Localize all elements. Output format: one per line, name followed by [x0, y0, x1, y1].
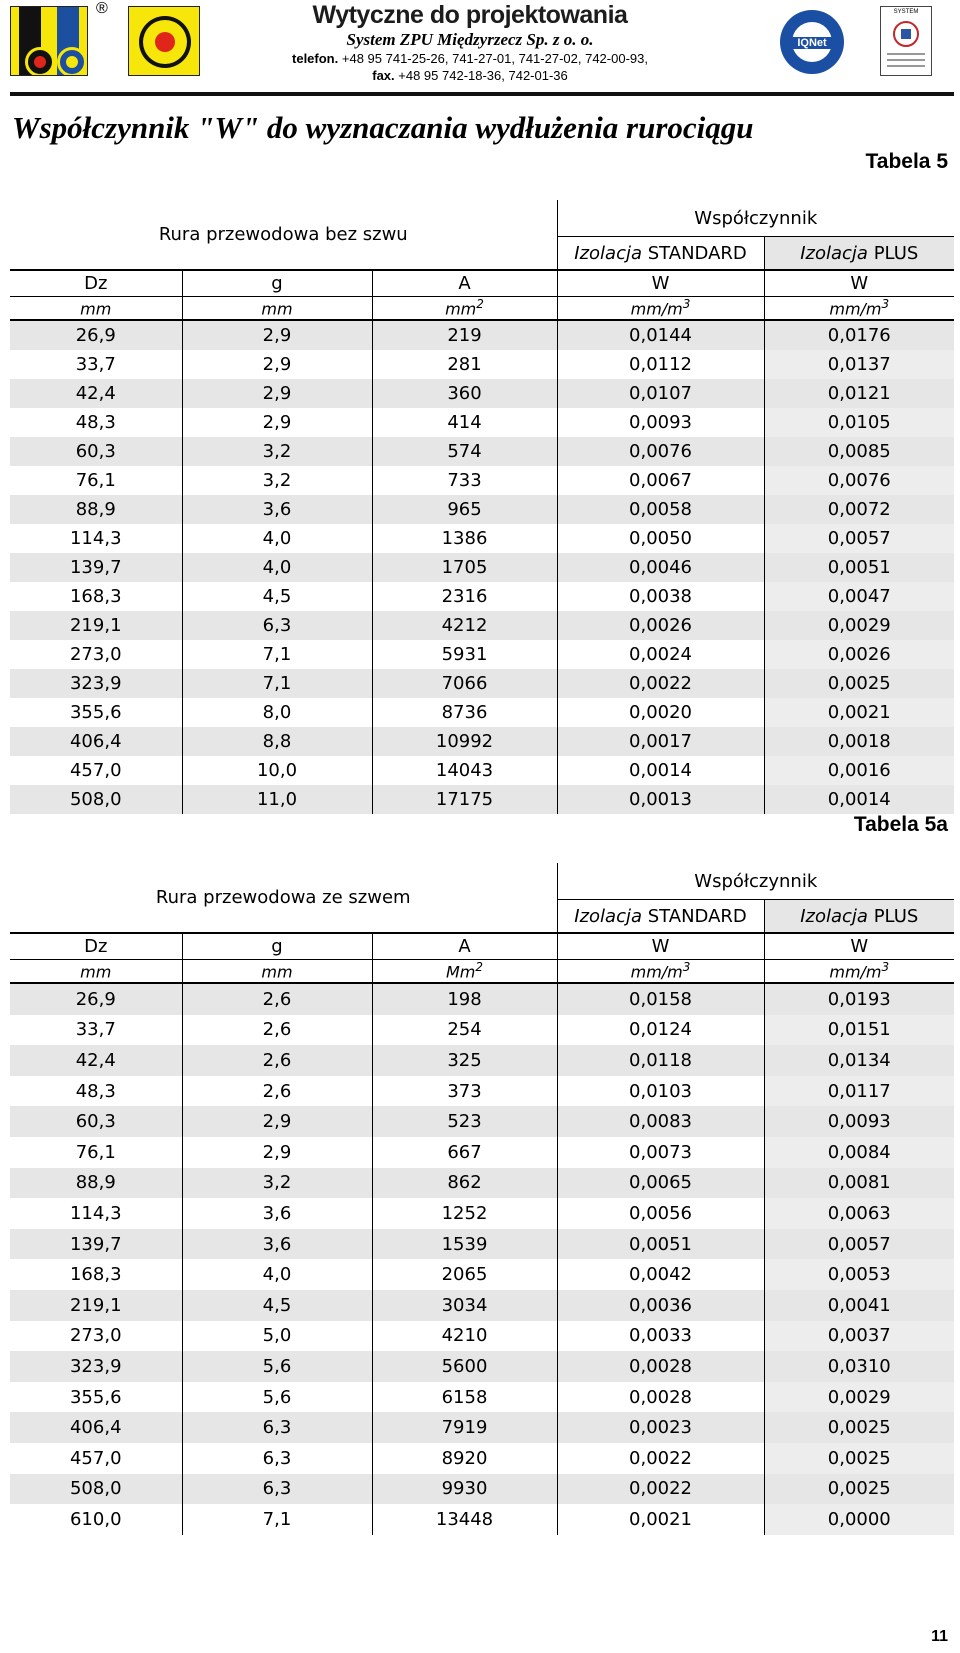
table-cell: 0,0081	[764, 1168, 954, 1199]
table-cell: 0,0117	[764, 1076, 954, 1107]
table-cell: 667	[372, 1137, 557, 1168]
table-cell: 6,3	[182, 1412, 372, 1443]
insulation-plus-header: Izolacja PLUS	[764, 900, 954, 934]
iqnet-certificate-logo: IQNet	[780, 10, 844, 74]
table-cell: 0,0024	[557, 640, 764, 669]
table-cell: 0,0053	[764, 1259, 954, 1290]
column-label: W	[764, 270, 954, 297]
table-cell: 2,6	[182, 983, 372, 1015]
table-row	[10, 1412, 954, 1443]
table-cell: 2065	[372, 1259, 557, 1290]
table-cell: 1252	[372, 1198, 557, 1229]
table-cell: 0,0017	[557, 727, 764, 756]
table-row	[10, 1198, 954, 1229]
table-cell: 33,7	[75, 1019, 116, 1041]
table-cell: 26,9	[10, 320, 182, 350]
table-cell: 4,0	[182, 1259, 372, 1290]
unit-label: $mm/m^3$	[764, 297, 954, 321]
table-cell: 2,9	[182, 379, 372, 408]
table-cell: 0,0151	[764, 1015, 954, 1046]
table-cell: 0,0093	[557, 408, 764, 437]
table-cell: 7066	[372, 669, 557, 698]
table-cell: 3,2	[182, 466, 372, 495]
table-cell: 862	[372, 1168, 557, 1199]
table-row	[10, 611, 954, 640]
table-row	[10, 698, 954, 727]
table-cell: 7,1	[182, 1504, 372, 1535]
table-cell: 11,0	[182, 785, 372, 814]
table-cell: 8920	[372, 1443, 557, 1474]
table-cell: 0,0158	[557, 983, 764, 1015]
table-cell: 219	[372, 320, 557, 350]
table-cell: 0,0121	[764, 379, 954, 408]
table-cell: 10992	[372, 727, 557, 756]
table-cell: 457,0	[69, 760, 122, 781]
table-cell: 60,3	[10, 437, 182, 466]
coefficient-header: Współczynnik	[557, 863, 954, 900]
table-cell: 76,1	[75, 470, 116, 491]
table-row	[10, 495, 954, 524]
table-cell: 0,0050	[557, 524, 764, 553]
table-cell: 6,3	[182, 1474, 372, 1505]
page-header	[0, 0, 960, 100]
table-cell: 0,0042	[557, 1259, 764, 1290]
table-cell: 0,0310	[764, 1351, 954, 1382]
table-row	[10, 1229, 954, 1260]
table-cell: 0,0093	[764, 1106, 954, 1137]
table-row	[10, 350, 954, 379]
pipe-header: Rura przewodowa ze szwem	[155, 887, 411, 908]
table-cell: 0,0026	[557, 611, 764, 640]
table-cell: 0,0107	[557, 379, 764, 408]
table-row	[10, 1015, 954, 1046]
table-row	[10, 1290, 954, 1321]
table-cell: 0,0056	[557, 1198, 764, 1229]
table-cell: 0,0051	[764, 553, 954, 582]
table-cell: 0,0021	[764, 698, 954, 727]
column-label: g	[182, 270, 372, 297]
table-cell: 60,3	[10, 1106, 182, 1137]
table-cell: 219,1	[10, 611, 182, 640]
table-cell: 48,3	[75, 412, 116, 433]
table-row	[10, 983, 954, 1015]
table-cell: 0,0083	[557, 1106, 764, 1137]
table-cell: 4,0	[182, 553, 372, 582]
pipe-header: Rura przewodowa bez szwu	[158, 224, 408, 245]
registered-mark: ®	[96, 0, 108, 17]
table-cell: 406,4	[10, 727, 182, 756]
table-cell: 6158	[372, 1382, 557, 1413]
table-row	[10, 640, 954, 669]
table-cell: 0,0025	[764, 1474, 954, 1505]
table-row	[10, 669, 954, 698]
table-cell: 168,3	[69, 586, 122, 607]
table-cell: 0,0046	[557, 553, 764, 582]
table-cell: 273,0	[69, 644, 122, 665]
table-cell: 0,0076	[764, 466, 954, 495]
unit-label: mm	[182, 960, 372, 984]
table-cell: 0,0018	[764, 727, 954, 756]
table-cell: 7,1	[182, 640, 372, 669]
table-cell: 168,3	[69, 1264, 122, 1286]
table-cell: 0,0124	[557, 1015, 764, 1046]
table-cell: 733	[372, 466, 557, 495]
table-cell: 0,0026	[764, 640, 954, 669]
table-cell: 325	[372, 1045, 557, 1076]
insulation-plus-header: Izolacja PLUS	[764, 237, 954, 271]
table-cell: 0,0021	[557, 1504, 764, 1535]
table-cell: 3034	[372, 1290, 557, 1321]
table-cell: 0,0193	[764, 983, 954, 1015]
table-cell: 0,0022	[557, 1443, 764, 1474]
table-row	[10, 553, 954, 582]
table-cell: 0,0014	[557, 756, 764, 785]
unit-label: $mm^2$	[372, 297, 557, 321]
table-cell: 0,0033	[557, 1321, 764, 1352]
table-cell: 0,0037	[764, 1321, 954, 1352]
table-row	[10, 1443, 954, 1474]
table-cell: 7919	[372, 1412, 557, 1443]
table-cell: 8736	[372, 698, 557, 727]
table-row	[10, 379, 954, 408]
table-cell: 3,2	[182, 1168, 372, 1199]
table-cell: 114,3	[69, 528, 122, 549]
table-cell: 3,6	[182, 1198, 372, 1229]
table-cell: 5,6	[182, 1351, 372, 1382]
table-cell: 4210	[372, 1321, 557, 1352]
table-cell: 355,6	[69, 702, 122, 723]
table-cell: 1539	[372, 1229, 557, 1260]
table-cell: 76,1	[75, 1141, 116, 1163]
table-cell: 0,0016	[764, 756, 954, 785]
table-cell: 26,9	[10, 983, 182, 1015]
header-divider	[10, 92, 954, 96]
table-cell: 2,6	[182, 1015, 372, 1046]
document-title: Współczynnik "W" do wyznaczania wydłużenia rurociągu	[12, 110, 754, 145]
table-cell: 0,0022	[557, 1474, 764, 1505]
table-row	[10, 1259, 954, 1290]
table-row	[10, 727, 954, 756]
column-label: W	[557, 270, 764, 297]
table-cell: 574	[372, 437, 557, 466]
table-row	[10, 1351, 954, 1382]
table-cell: 0,0112	[557, 350, 764, 379]
coefficient-header: Współczynnik	[557, 200, 954, 237]
table-row	[10, 524, 954, 553]
company-logo	[10, 6, 88, 76]
table-cell: 3,2	[182, 437, 372, 466]
table-row	[10, 466, 954, 495]
table-cell: 5931	[372, 640, 557, 669]
table-cell: 2,9	[182, 1137, 372, 1168]
table-cell: 48,3	[75, 1080, 116, 1102]
table-row	[10, 437, 954, 466]
table-cell: 6,3	[182, 611, 372, 640]
table-cell: 0,0025	[764, 1412, 954, 1443]
table-cell: 9930	[372, 1474, 557, 1505]
table-cell: 0,0057	[764, 1229, 954, 1260]
table-cell: 523	[372, 1106, 557, 1137]
table5-label: Tabela 5	[865, 150, 948, 173]
table-cell: 0,0134	[764, 1045, 954, 1076]
system-certificate-logo: SYSTEM	[880, 6, 932, 76]
table-row	[10, 1168, 954, 1199]
column-label: Dz	[10, 270, 182, 297]
table-cell: 198	[372, 983, 557, 1015]
table-cell: 139,7	[10, 553, 182, 582]
table-cell: 114,3	[69, 1202, 122, 1224]
unit-label: Mm$^2$	[372, 960, 557, 984]
table-cell: 273,0	[69, 1325, 122, 1347]
table-cell: 610,0	[69, 1508, 122, 1530]
table-row	[10, 320, 954, 350]
table-cell: 2,9	[182, 320, 372, 350]
table-cell: 4,5	[182, 582, 372, 611]
table-cell: 42,4	[10, 1045, 182, 1076]
table-cell: 2,9	[182, 1106, 372, 1137]
column-label: W	[557, 933, 764, 960]
table-cell: 6,3	[182, 1443, 372, 1474]
table-cell: 10,0	[182, 756, 372, 785]
table-cell: 508,0	[10, 785, 182, 814]
table-row	[10, 1321, 954, 1352]
table-cell: 14043	[372, 756, 557, 785]
table-row	[10, 582, 954, 611]
table-5	[10, 200, 954, 814]
table-cell: 0,0067	[557, 466, 764, 495]
table-cell: 0,0118	[557, 1045, 764, 1076]
table-row	[10, 1106, 954, 1137]
table-cell: 373	[372, 1076, 557, 1107]
table-row	[10, 408, 954, 437]
table-cell: 0,0041	[764, 1290, 954, 1321]
table-row	[10, 785, 954, 814]
table-cell: 0,0047	[764, 582, 954, 611]
table-cell: 508,0	[10, 1474, 182, 1505]
table-cell: 0,0105	[764, 408, 954, 437]
column-label: A	[372, 933, 557, 960]
table-cell: 0,0144	[557, 320, 764, 350]
table-cell: 0,0036	[557, 1290, 764, 1321]
table-cell: 0,0014	[764, 785, 954, 814]
table-cell: 0,0057	[764, 524, 954, 553]
column-label: g	[182, 933, 372, 960]
table-row	[10, 756, 954, 785]
table-cell: 2,6	[182, 1045, 372, 1076]
table-row	[10, 1137, 954, 1168]
table-cell: 0,0020	[557, 698, 764, 727]
table-cell: 7,1	[182, 669, 372, 698]
table-cell: 2,9	[182, 350, 372, 379]
table-cell: 0,0051	[557, 1229, 764, 1260]
table-cell: 8,8	[182, 727, 372, 756]
table-5a	[10, 863, 954, 1535]
table-cell: 5,6	[182, 1382, 372, 1413]
table-row	[10, 1045, 954, 1076]
table-cell: 13448	[372, 1504, 557, 1535]
table-cell: 281	[372, 350, 557, 379]
table-cell: 0,0025	[764, 1443, 954, 1474]
table-cell: 0,0013	[557, 785, 764, 814]
table-cell: 0,0029	[764, 1382, 954, 1413]
table-cell: 5600	[372, 1351, 557, 1382]
column-label: Dz	[10, 933, 182, 960]
table-row	[10, 1504, 954, 1535]
table-cell: 0,0029	[764, 611, 954, 640]
table-cell: 33,7	[75, 354, 116, 375]
table-cell: 323,9	[10, 1351, 182, 1382]
table-cell: 3,6	[182, 1229, 372, 1260]
table-cell: 2,9	[182, 408, 372, 437]
table-cell: 3,6	[182, 495, 372, 524]
table-cell: 0,0076	[557, 437, 764, 466]
header-title: Wytyczne do projektowania	[312, 1, 628, 29]
table-cell: 355,6	[69, 1386, 122, 1408]
table-cell: 965	[372, 495, 557, 524]
target-logo	[128, 6, 200, 76]
table-cell: 0,0073	[557, 1137, 764, 1168]
table-cell: 0,0028	[557, 1351, 764, 1382]
table-cell: 2,6	[182, 1076, 372, 1107]
table-cell: 457,0	[69, 1447, 122, 1469]
table-cell: 0,0085	[764, 437, 954, 466]
company-name: System ZPU Międzyrzecz Sp. z o. o.	[346, 30, 594, 49]
table-cell: 414	[372, 408, 557, 437]
page-number: 11	[931, 1628, 948, 1645]
column-label: W	[764, 933, 954, 960]
unit-label: mm	[10, 297, 182, 321]
unit-label: $mm/m^3$	[764, 960, 954, 984]
table-cell: 0,0028	[557, 1382, 764, 1413]
table-cell: 2316	[372, 582, 557, 611]
unit-label: $mm/m^3$	[557, 960, 764, 984]
table-cell: 0,0058	[557, 495, 764, 524]
column-label: A	[372, 270, 557, 297]
table-cell: 0,0176	[764, 320, 954, 350]
table-cell: 5,0	[182, 1321, 372, 1352]
table-cell: 0,0025	[764, 669, 954, 698]
table-cell: 0,0137	[764, 350, 954, 379]
table-cell: 0,0072	[764, 495, 954, 524]
table-cell: 360	[372, 379, 557, 408]
table-cell: 0,0022	[557, 669, 764, 698]
table-cell: 1386	[372, 524, 557, 553]
table-cell: 17175	[372, 785, 557, 814]
table-cell: 0,0038	[557, 582, 764, 611]
table-cell: 42,4	[10, 379, 182, 408]
table-cell: 4,5	[182, 1290, 372, 1321]
table-row	[10, 1382, 954, 1413]
table-cell: 0,0084	[764, 1137, 954, 1168]
table-cell: 4,0	[182, 524, 372, 553]
insulation-standard-header: Izolacja STANDARD	[557, 237, 764, 271]
table-row	[10, 1474, 954, 1505]
unit-label: mm	[182, 297, 372, 321]
unit-label: mm	[10, 960, 182, 984]
table-cell: 139,7	[10, 1229, 182, 1260]
table-cell: 4212	[372, 611, 557, 640]
header-text	[230, 0, 710, 84]
table-cell: 1705	[372, 553, 557, 582]
table-cell: 88,9	[10, 495, 182, 524]
phone-line: telefon. +48 95 741-25-26, 741-27-01, 741-27-02, 742-00-93,	[292, 51, 648, 66]
table-cell: 406,4	[10, 1412, 182, 1443]
table-cell: 8,0	[182, 698, 372, 727]
table-cell: 0,0103	[557, 1076, 764, 1107]
table5a-label: Tabela 5a	[853, 813, 948, 836]
table-cell: 0,0023	[557, 1412, 764, 1443]
table-cell: 0,0065	[557, 1168, 764, 1199]
insulation-standard-header: Izolacja STANDARD	[557, 900, 764, 934]
table-cell: 0,0063	[764, 1198, 954, 1229]
table-cell: 88,9	[10, 1168, 182, 1199]
table-cell: 0,0000	[764, 1504, 954, 1535]
table-cell: 219,1	[10, 1290, 182, 1321]
fax-line: fax. +48 95 742-18-36, 742-01-36	[372, 68, 568, 83]
table-cell: 254	[372, 1015, 557, 1046]
table-row	[10, 1076, 954, 1107]
table-cell: 323,9	[10, 669, 182, 698]
unit-label: $mm/m^3$	[557, 297, 764, 321]
